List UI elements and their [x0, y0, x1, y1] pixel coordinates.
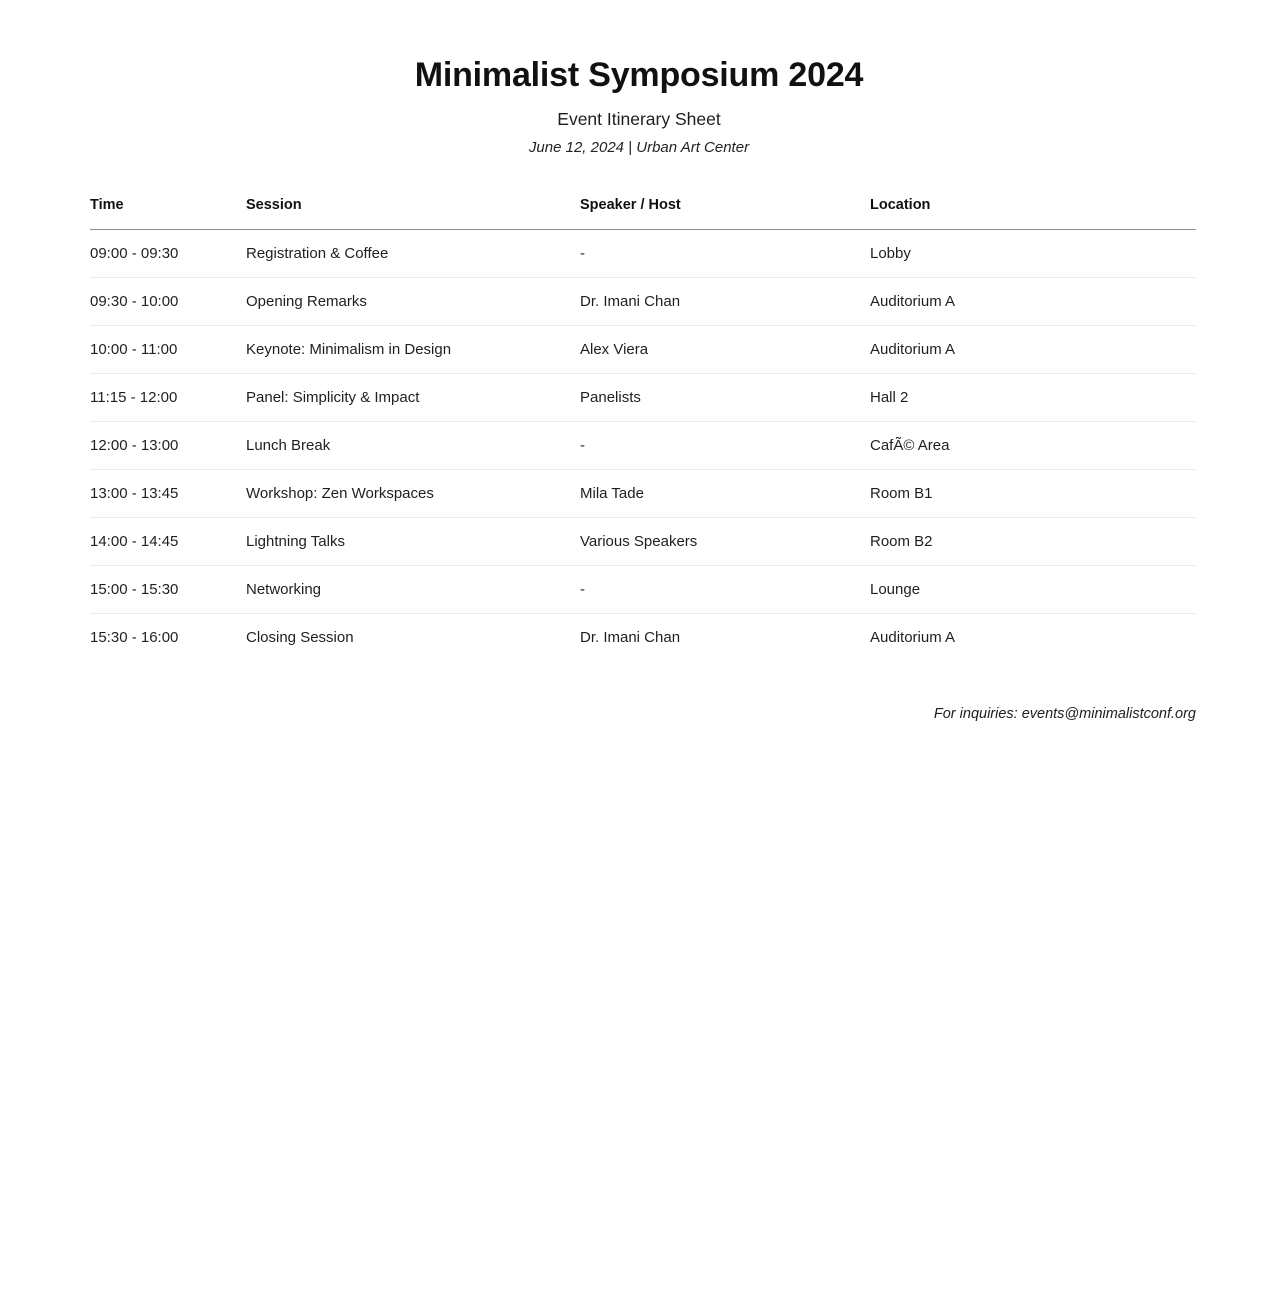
cell-time: 13:00 - 13:45	[90, 470, 246, 518]
cell-speaker: -	[580, 566, 870, 614]
cell-location: Auditorium A	[870, 278, 1196, 326]
cell-time: 09:30 - 10:00	[90, 278, 246, 326]
cell-time: 14:00 - 14:45	[90, 518, 246, 566]
cell-session: Lightning Talks	[246, 518, 580, 566]
cell-location: Auditorium A	[870, 326, 1196, 374]
cell-location: CafÃ© Area	[870, 422, 1196, 470]
table-header-row	[90, 197, 1196, 230]
page-title: Minimalist Symposium 2024	[414, 56, 864, 94]
cell-session: Workshop: Zen Workspaces	[246, 470, 580, 518]
cell-location: Lounge	[870, 566, 1196, 614]
cell-location: Lobby	[870, 230, 1196, 278]
table-row	[90, 230, 1196, 278]
cell-speaker: Dr. Imani Chan	[580, 278, 870, 326]
table-row	[90, 374, 1196, 422]
cell-location: Auditorium A	[870, 629, 956, 647]
cell-session: Networking	[246, 566, 580, 614]
cell-speaker: Mila Tade	[580, 470, 870, 518]
cell-time: 11:15 - 12:00	[90, 374, 246, 422]
document-header	[0, 0, 1278, 157]
footer-note: For inquiries: events@minimalistconf.org	[933, 706, 1196, 723]
cell-time: 10:00 - 11:00	[90, 326, 246, 374]
document-dateline: June 12, 2024 | Urban Art Center	[528, 139, 750, 157]
column-header-session: Session	[246, 197, 580, 230]
itinerary-table-container	[90, 197, 1196, 661]
cell-time: 09:00 - 09:30	[90, 230, 246, 278]
cell-session: Keynote: Minimalism in Design	[246, 326, 580, 374]
cell-session: Panel: Simplicity & Impact	[246, 374, 580, 422]
cell-speaker: Various Speakers	[580, 518, 870, 566]
cell-time: 15:00 - 15:30	[90, 566, 246, 614]
table-row	[90, 326, 1196, 374]
cell-speaker: Panelists	[580, 374, 870, 422]
itinerary-table	[90, 197, 1196, 661]
cell-session: Lunch Break	[246, 422, 580, 470]
cell-location: Room B1	[870, 470, 1196, 518]
cell-location: Room B2	[870, 518, 1196, 566]
cell-location: Hall 2	[870, 374, 1196, 422]
cell-session: Closing Session	[246, 629, 354, 647]
column-header-speaker: Speaker / Host	[580, 197, 870, 230]
table-row	[90, 518, 1196, 566]
cell-session: Registration & Coffee	[246, 230, 580, 278]
table-body	[90, 230, 1196, 662]
column-header-time: Time	[90, 197, 246, 230]
document-subtitle: Event Itinerary Sheet	[557, 109, 721, 130]
cell-speaker: -	[580, 422, 870, 470]
table-row	[90, 614, 1196, 662]
table-row	[90, 566, 1196, 614]
cell-speaker: Alex Viera	[580, 326, 870, 374]
cell-session: Opening Remarks	[246, 278, 580, 326]
cell-time: 15:30 - 16:00	[90, 629, 179, 647]
cell-speaker: -	[580, 230, 870, 278]
table-row	[90, 470, 1196, 518]
cell-time: 12:00 - 13:00	[90, 422, 246, 470]
column-header-location: Location	[870, 197, 1196, 230]
cell-speaker: Dr. Imani Chan	[580, 629, 681, 647]
table-header	[90, 197, 1196, 230]
table-row	[90, 422, 1196, 470]
table-row	[90, 278, 1196, 326]
